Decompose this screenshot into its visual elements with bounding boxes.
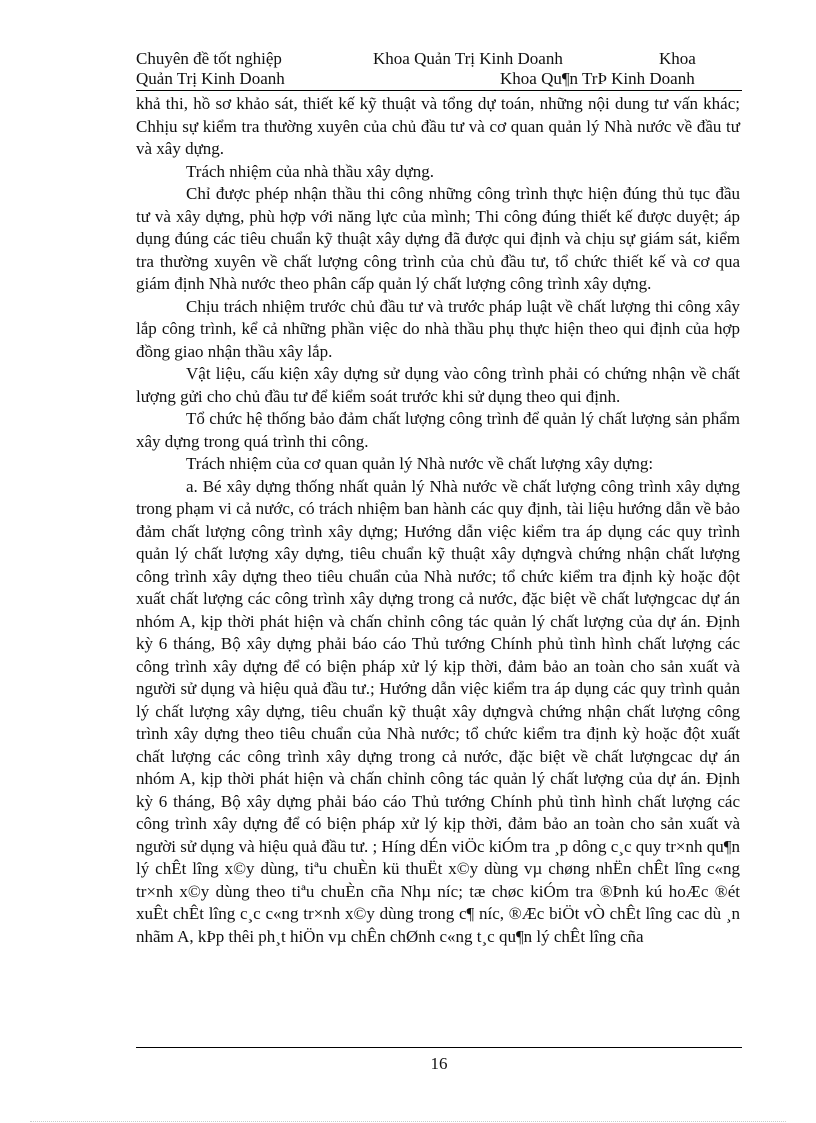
header-department: Quản Trị Kinh Doanh [136,69,285,88]
header-divider [136,90,742,91]
paragraph-consultant-duties: khả thi, hồ sơ khảo sát, thiết kế kỹ thuật và tổng dự toán, những nội dung tư vấn khác; Chhịu sự kiểm tra thường xuyên của chủ đầu tư và cơ quan quản lý Nhà nước về đầu tư và xây dựng. [136,94,740,158]
paragraph-contractor-heading: Trách nhiệm của nhà thầu xây dựng. [186,161,434,181]
header-faculty-name-legacy: Khoa Qu¶n TrÞ Kinh Doanh [500,69,695,88]
body-text [136,93,740,948]
header-row-2 [136,68,742,90]
footer-divider [136,1047,742,1048]
header-faculty-label: Khoa [659,49,696,68]
page-number: 16 [430,1054,448,1073]
paragraph-materials: Vật liệu, cấu kiện xây dựng sử dụng vào công trình phải có chứng nhận về chất lượng gửi cho chủ đầu tư để kiểm soát trước khi sử dụng theo qui định. [136,364,740,406]
header-thesis-title: Chuyên đề tốt nghiệp [136,49,282,68]
paragraph-quality-system: Tổ chức hệ thống bảo đảm chất lượng công trình để quản lý chất lượng sản phẩm xây dựng trong quá trình thi công. [136,409,740,451]
paragraph-state-heading: Trách nhiệm của cơ quan quản lý Nhà nước về chất lượng xây dựng: [186,454,654,473]
page-edge [30,1121,786,1122]
paragraph-ministry-duties: a. Bé xây dựng thống nhất quản lý Nhà nước về chất lượng công trình xây dựng trong phạm vi cả nước, có trách nhiệm ban hành các quy định, tài liệu hướng dẫn về bảo đảm chất lượng công trình xây dựng; Hướng dẫn việc kiểm tra áp dụng các quy trình quản lý chất lượng xây dựng, tiêu chuẩn kỹ thuật xây dựngvà chứng nhận chất lượng công trình xây dựng theo tiêu chuẩn của Nhà nước; tổ chức kiểm tra định kỳ hoặc đột xuất chất lượng các công trình xây dựng trong cả nước, đặc biệt về chất lượngcac dự án nhóm A, kịp thời phát hiện và chấn chỉnh công tác quản lý chất lượng của dự án. Định kỳ 6 tháng, Bộ xây dựng phải báo cáo Thủ tướng Chính phủ tình hình chất lượng các công trình xây dựng để có biện pháp xử lý kịp thời, đảm bảo an toàn cho sản xuất và người sử dụng và hiệu quả đầu tư.; Hướng dẫn việc kiểm tra áp dụng các quy trình quản lý chất lượng xây dựng, tiêu chuẩn kỹ thuật xây dựngvà chứng nhận chất lượng công trình xây dựng theo tiêu chuẩn của Nhà nước; tổ chức kiểm tra định kỳ hoặc đột xuất chất lượng các công trình xây dựng trong cả nước, đặc biệt về chất lượngcac dự án nhóm A, kịp thời phát hiện và chấn chỉnh công tác quản lý chất lượng của dự án. Định kỳ 6 tháng, Bộ xây dựng phải báo cáo Thủ tướng Chính phủ tình hình chất lượng các công trình xây dựng để có biện pháp xử lý kịp thời, đảm bảo an toàn cho sản xuất và người sử dụng và hiệu quả đầu tư. ; Híng dÉn viÖc kiÓm tra ¸p dông c¸c quy tr×nh qu¶n lý chÊt lîng x©y dùng, tiªu chuÈn kü thuËt x©y dùng vµ chøng nhËn chÊt lîng c«ng tr×nh x©y dùng theo tiªu chuÈn cña Nhµ níc; tæ chøc kiÓm tra ®Þnh kú hoÆc ®ét xuÊt chÊt lîng c¸c c«ng tr×nh x©y dùng trong c¶ níc, ®Æc biÖt vÒ chÊt lîng cac dù ¸n nhãm A, kÞp thêi ph¸t hiÖn vµ chÊn chØnh c«ng t¸c qu¶n lý chÊt lîng cña [136,476,740,946]
paragraph-contractor-scope: Chỉ được phép nhận thầu thi công những công trình thực hiện đúng thủ tục đầu tư và xây dựng, phù hợp với năng lực của mình; Thi công đúng thiết kế được duyệt; áp dụng đúng các tiêu chuẩn kỹ thuật xây dựng đã được qui định và chịu sự giám sát, kiểm tra thường xuyên về chất lượng công trình của chủ đầu tư, tổ chức thiết kế và cơ qua giám định Nhà nước theo phân cấp quản lý chất lượng công trình xây dựng. [136,184,740,293]
header-row-1 [136,48,742,70]
paragraph-contractor-liability: Chịu trách nhiệm trước chủ đầu tư và trước pháp luật về chất lượng thi công xây lắp công trình, kể cả những phần việc do nhà thầu phụ thực hiện theo qui định của hợp đồng giao nhận thầu xây lắp. [136,296,740,361]
header-faculty-name: Khoa Quản Trị Kinh Doanh [373,49,563,68]
